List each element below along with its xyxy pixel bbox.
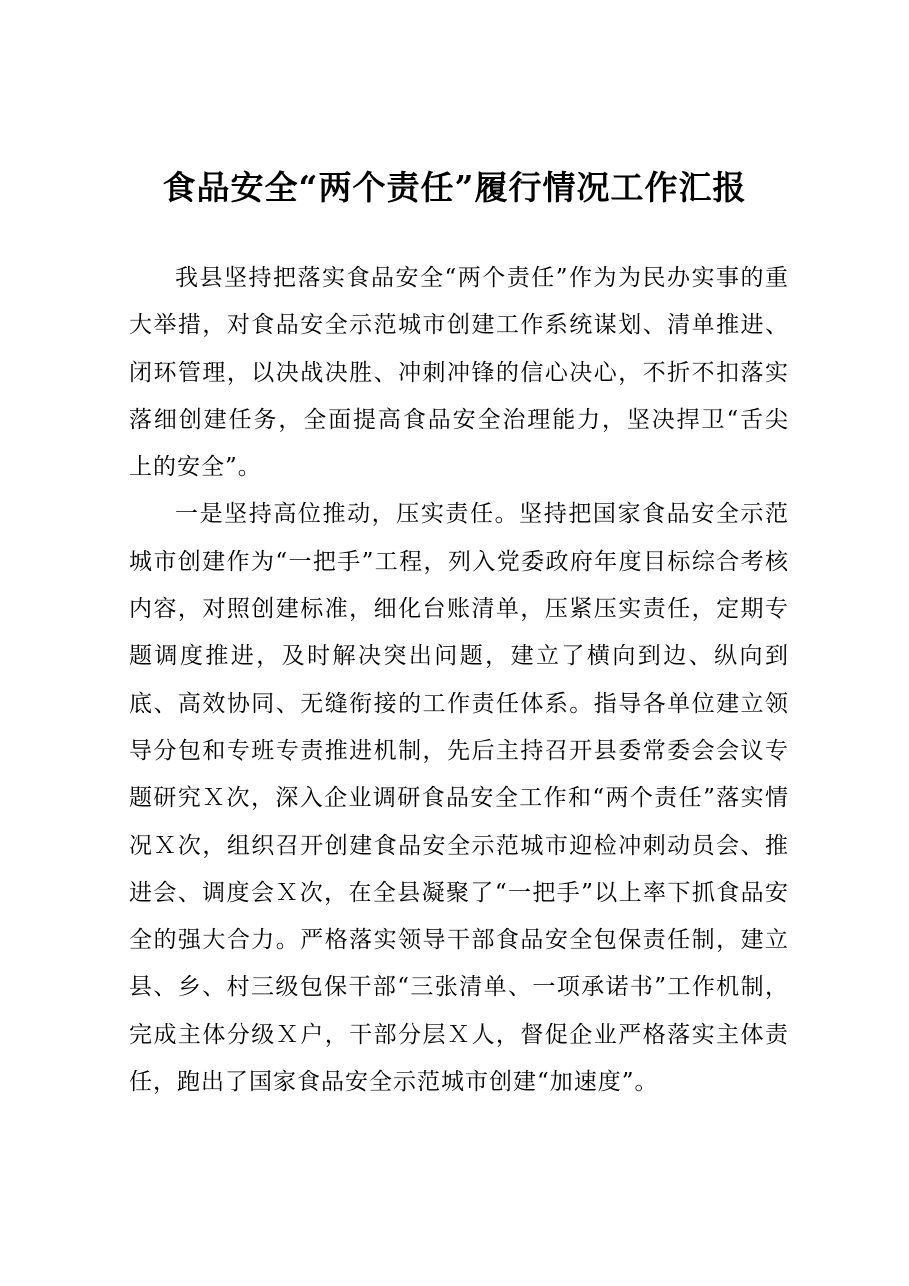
document-title: 食品安全“两个责任”履行情况工作汇报 [162, 168, 747, 207]
paragraph-point-one: 一是坚持高位推动，压实责任。坚持把国家食品安全示范城市创建作为“一把手”工程，列入党委政府年度目标综合考核内容，对照创建标准，细化台账清单，压紧压实责任，定期专题调度推进，及时解决突出问题，建立了横向到边、纵向到底、高效协同、无缝衔接的工作责任体系。指导各单位建立领导分包和专班专责推进机制，先后主持召开县委常委会会议专题研究Ｘ次，深入企业调研食品安全工作和“两个责任”落实情况Ｘ次，组织召开创建食品安全示范城市迎检冲刺动员会、推进会、调度会Ｘ次，在全县凝聚了“一把手”以上率下抓食品安全的强大合力。严格落实领导干部食品安全包保责任制，建立县、乡、村三级包保干部“三张清单、一项承诺书”工作机制，完成主体分级Ｘ户，干部分层Ｘ人，督促企业严格落实主体责任，跑出了国家食品安全示范城市创建“加速度”。 [129, 501, 789, 1096]
document-body [129, 255, 789, 1106]
paragraph-intro: 我县坚持把落实食品安全“两个责任”作为为民办实事的重大举措，对食品安全示范城市创建工作系统谋划、清单推进、闭环管理，以决战决胜、冲刺冲锋的信心决心，不折不扣落实落细创建任务，全面提高食品安全治理能力，坚决捍卫“舌尖上的安全”。 [129, 265, 789, 481]
